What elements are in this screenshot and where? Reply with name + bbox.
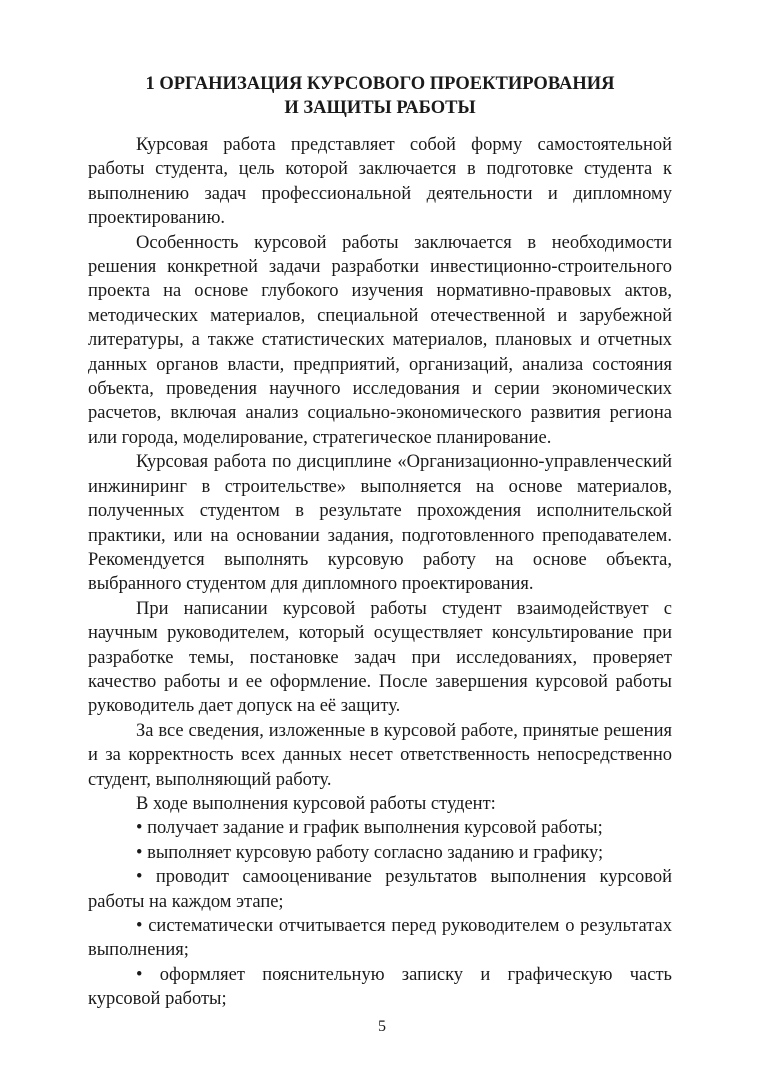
bullet-item: • оформляет пояснительную записку и графическую часть курсовой работы; (88, 963, 672, 1012)
section-heading-line-2: И ЗАЩИТЫ РАБОТЫ (284, 98, 476, 118)
paragraph: За все сведения, изложенные в курсовой работе, принятые решения и за корректность всех данных несет ответственность непосредственно студент, выполняющий работу. (88, 720, 672, 790)
bullet-item: • получает задание и график выполнения курсовой работы; (88, 816, 672, 840)
paragraph: Курсовая работа по дисциплине «Организационно-управленческий инжиниринг в строительстве» выполняется на основе материалов, полученных студентом в результате прохождения исполнительской практики, или на основании задания, подготовленного преподавателем. Рекомендуется выполнять курсовую работу на основе объекта, выбранного студентом для дипломного проектирования. (88, 452, 672, 595)
paragraph: Особенность курсовой работы заключается в необходимости решения конкретной задачи разработки инвестиционно-строительного проекта на основе глубокого изучения нормативно-правовых актов, методических материалов, специальной отечественной и зарубежной литературы, а также статистических материалов, плановых и отчетных данных органов власти, предприятий, организаций, анализа состояния объекта, проведения научного исследования и серии экономических расчетов, включая анализ социально-экономического развития региона или города, моделирование, стратегическое планирование. (88, 232, 672, 448)
bullet-item: • выполняет курсовую работу согласно заданию и графику; (88, 841, 672, 865)
body-text (88, 133, 672, 1012)
paragraph: В ходе выполнения курсовой работы студент: (136, 793, 496, 814)
section-heading (88, 72, 672, 120)
paragraph: При написании курсовой работы студент взаимодействует с научным руководителем, который осуществляет консультирование при разработке темы, постановке задач при исследованиях, проверяет качество работы и ее оформление. После завершения курсовой работы руководитель дает допуск на её защиту. (88, 598, 672, 717)
page-number: 5 (378, 1018, 386, 1035)
paragraph: Курсовая работа представляет собой форму самостоятельной работы студента, цель которой заключается в подготовке студента к выполнению задач профессиональной деятельности и дипломному проектированию. (88, 135, 672, 229)
section-heading-line-1: 1 ОРГАНИЗАЦИЯ КУРСОВОГО ПРОЕКТИРОВАНИЯ (145, 74, 615, 94)
bullet-item: • систематически отчитывается перед руководителем о результатах выполнения; (88, 914, 672, 963)
bullet-item: • проводит самооценивание результатов выполнения курсовой работы на каждом этапе; (88, 865, 672, 914)
